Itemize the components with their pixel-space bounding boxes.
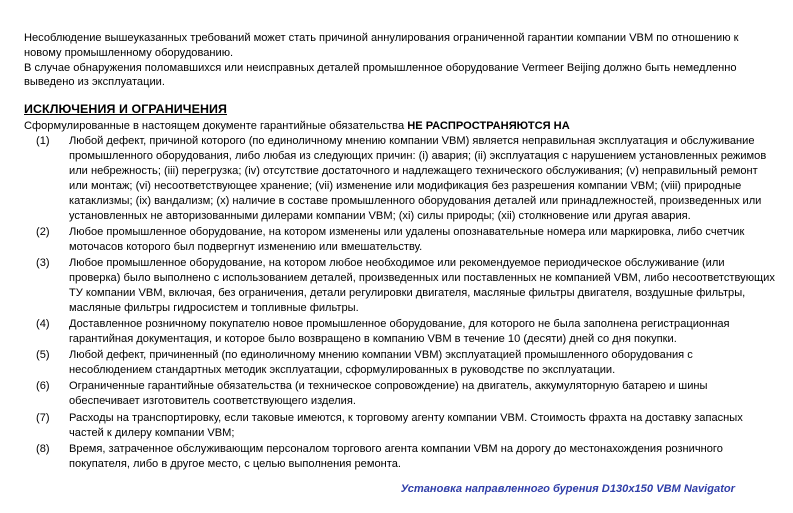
list-item-text: Любое промышленное оборудование, на котором изменены или удалены опознавательные номера или маркировка, либо счетчик моточасов которого был подвергнут изменению или вмешательству. bbox=[69, 225, 745, 253]
list-item-number: (2) bbox=[36, 225, 50, 238]
list-item-text: Ограниченные гарантийные обязательства (и техническое сопровождение) на двигатель, аккумуляторную батарею и шины обеспечивает изготовитель соответствующего изделия. bbox=[69, 380, 708, 408]
list-item-number: (5) bbox=[36, 349, 50, 362]
list-item-number: (4) bbox=[36, 318, 50, 331]
list-item-number: (6) bbox=[36, 380, 50, 393]
list-item-number: (3) bbox=[36, 257, 50, 270]
section-lead bbox=[24, 119, 570, 133]
exclusions-list bbox=[36, 134, 778, 473]
list-item-text: Расходы на транспортировку, если таковые имеются, к торговому агенту компании VBM. Стоимость фрахта на доставку запасных частей к дилеру компании VBM; bbox=[69, 411, 743, 439]
footer-title: Установка направленного бурения D130x150 VBM Navigator bbox=[400, 483, 735, 495]
list-item bbox=[36, 411, 778, 441]
intro-paragraph-2: В случае обнаружения поломавшихся или неисправных деталей промышленное оборудование Vermeer Beijing должно быть немедленно выведено из эксплуатации. bbox=[24, 61, 737, 89]
section-lead-text: Сформулированные в настоящем документе гарантийные обязательства bbox=[24, 120, 405, 132]
list-item bbox=[36, 317, 778, 347]
list-item bbox=[36, 379, 778, 409]
list-item-text: Любое промышленное оборудование, на котором любое необходимое или рекомендуемое периодическое обслуживание (или проверка) было выполнено с использованием деталей, произведенных или поставленных не компанией VBM, либо несоответствующих ТУ компании VBM, включая, без ограничения, детали регулировки двигателя, масляные фильтры двигателя, воздушные фильтры, масляные фильтры гидросистем и топливные фильтры. bbox=[69, 257, 775, 314]
list-item bbox=[36, 134, 778, 223]
section-lead-bold: НЕ РАСПРОСТРАНЯЮТСЯ НА bbox=[407, 120, 570, 132]
list-item-text: Время, затраченное обслуживающим персоналом торгового агента компании VBM на дорогу до местонахождения розничного покупателя, либо в другое место, с целью выполнения ремонта. bbox=[69, 442, 723, 470]
list-item-text: Доставленное розничному покупателю новое промышленное оборудование, для которого не была заполнена регистрационная гарантийная документация, и которое было возвращено в компанию VBM в течение 10 (десяти) дней со дня покупки. bbox=[69, 318, 730, 345]
list-item bbox=[36, 348, 778, 378]
intro-block bbox=[24, 31, 769, 90]
list-item bbox=[36, 225, 778, 255]
list-item bbox=[36, 256, 778, 316]
intro-paragraph-1: Несоблюдение вышеуказанных требований может стать причиной аннулирования ограниченной гарантии компании VBM по отношению к новому промышленному оборудованию. bbox=[24, 32, 739, 59]
list-item bbox=[36, 442, 778, 472]
list-item-number: (7) bbox=[36, 411, 50, 424]
list-item-text: Любой дефект, причиной которого (по единоличному мнению компании VBM) является неправильная эксплуатация и обслуживание промышленного оборудования, либо любая из следующих причин: (i) авария; (ii) эксплуатация с нарушением установленных режимов или небрежность; (iii) перегрузка; (iv) отсутствие достаточного и надлежащего технического обслуживания; (v) неправильный ремонт или монтаж; (vi) несоответствующее хранение; (vii) изменение или модификация без разрешения компании VBM; (viii) природные катаклизмы; (ix) вандализм; (x) наличие в составе промышленного оборудования деталей или принадлежностей, произведенных или установленных не авторизованными дилерами компании VBM; (xi) силы природы; (xii) столкновение или другая авария. bbox=[69, 135, 767, 222]
list-item-text: Любой дефект, причиненный (по единоличному мнению компании VBM) эксплуатацией промышленного оборудования с несоблюдением стандартных методик эксплуатации, сформулированных в руководстве по эксплуатации. bbox=[69, 349, 693, 377]
list-item-number: (1) bbox=[36, 135, 50, 147]
section-title: ИСКЛЮЧЕНИЯ И ОГРАНИЧЕНИЯ bbox=[24, 102, 228, 116]
list-item-number: (8) bbox=[36, 442, 50, 455]
